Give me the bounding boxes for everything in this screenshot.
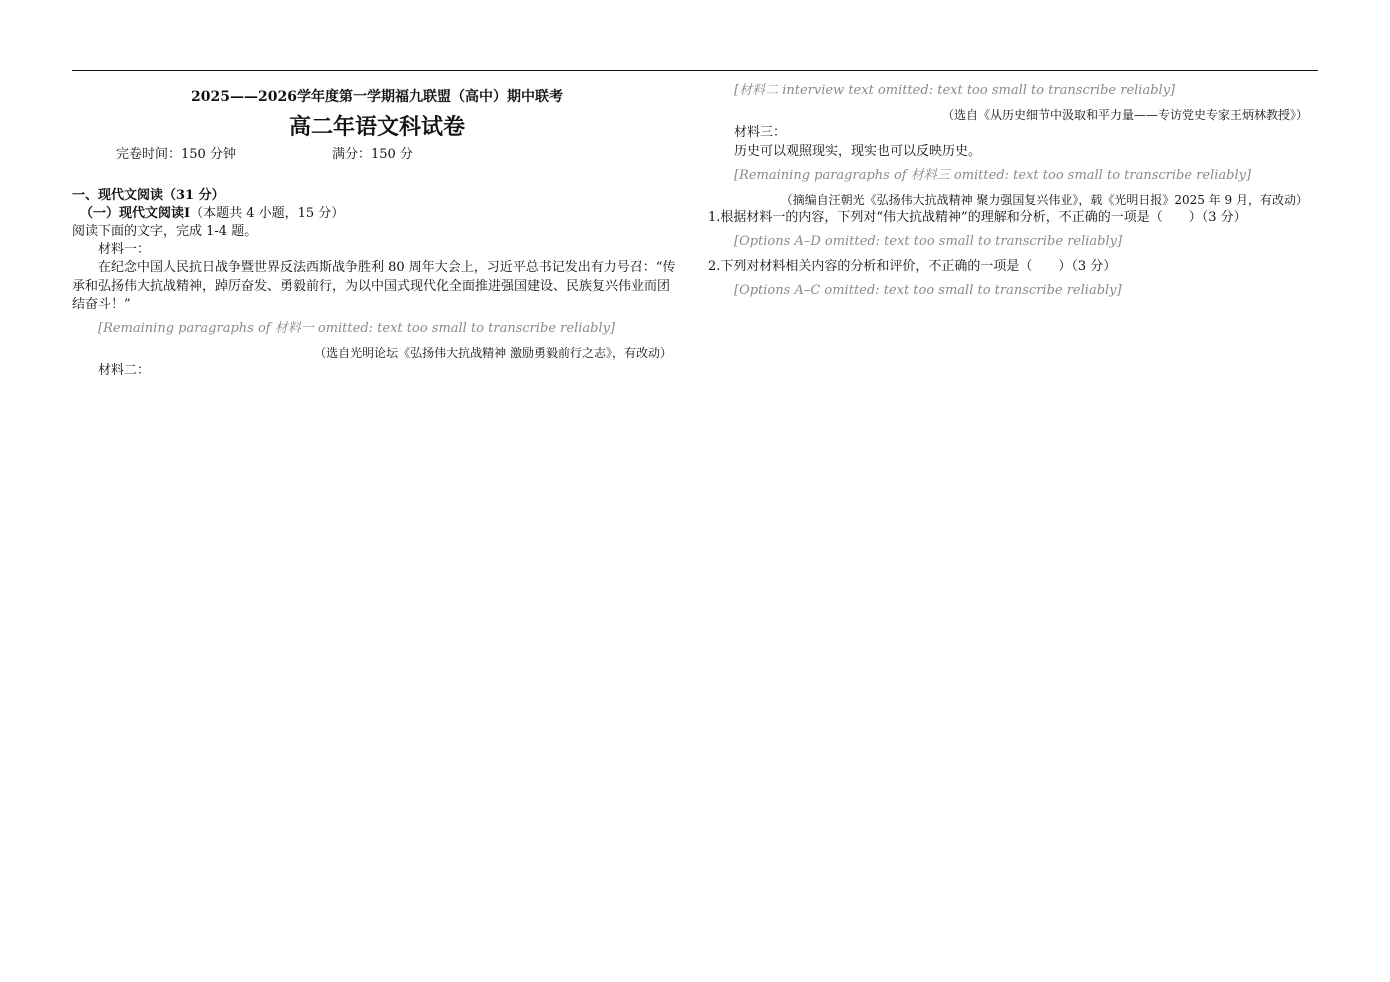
subsection-heading <box>72 205 682 223</box>
material1-source: （选自光明论坛《弘扬伟大抗战精神 激励勇毅前行之志》，有改动） <box>314 346 672 361</box>
subsection-note: （本题共 4 小题，15 分） <box>190 205 345 221</box>
material1-label: 材料一： <box>98 242 151 258</box>
question-2-options-omitted: [Options A–C omitted: text too small to transcribe reliably] <box>734 282 1122 298</box>
question-1-options-omitted: [Options A–D omitted: text too small to transcribe reliably] <box>734 234 1123 250</box>
paper-title: 高二年语文科试卷 <box>288 114 465 141</box>
material3-paragraph: 历史可以观照现实，现实也可以反映历史。 <box>734 143 982 159</box>
interview-omitted-note: [材料二 interview text omitted: text too small to transcribe reliably] <box>734 83 1176 98</box>
material3-source: （摘编自汪朝光《弘扬伟大抗战精神 聚力强国复兴伟业》，载《光明日报》2025 年 9 月，有改动） <box>780 193 1308 208</box>
instruction: 阅读下面的文字，完成 1-4 题。 <box>72 224 258 240</box>
question-1-stem: 1.根据材料一的内容，下列对“伟大抗战精神”的理解和分析，不正确的一项是（ ）（3 分） <box>708 210 1247 226</box>
question-2-stem: 2.下列对材料相关内容的分析和评价，不正确的一项是（ ）（3 分） <box>708 258 1117 274</box>
exam-meta <box>72 146 682 164</box>
material3-omitted-note: [Remaining paragraphs of 材料三 omitted: text too small to transcribe reliably] <box>734 167 1252 183</box>
left-column <box>72 76 682 381</box>
exam-title: 2025——2026学年度第一学期福九联盟（高中）期中联考 <box>191 89 563 105</box>
top-rule <box>72 70 1318 71</box>
section-heading: 一、现代文阅读（31 分） <box>72 187 225 203</box>
right-column <box>708 76 1318 306</box>
subsection-title: （一）现代文阅读Ⅰ <box>80 205 191 221</box>
time-label: 完卷时间：150 分钟 <box>116 147 236 163</box>
omitted-note: [Remaining paragraphs of 材料一 omitted: text too small to transcribe reliably] <box>98 321 616 337</box>
material2-label: 材料二： <box>98 363 151 379</box>
score-label: 满分：150 分 <box>331 147 413 163</box>
material1-paragraph: 在纪念中国人民抗日战争暨世界反法西斯战争胜利 80 周年大会上，习近平总书记发出有力号召：“传承和弘扬伟大抗战精神，踔厉奋发、勇毅前行，为以中国式现代化全面推进强国建设、民族复兴伟业而团结奋斗！” <box>72 260 676 312</box>
material3-label: 材料三： <box>734 125 787 141</box>
material2-source: （选自《从历史细节中汲取和平力量——专访党史专家王炳林教授》） <box>941 108 1308 123</box>
